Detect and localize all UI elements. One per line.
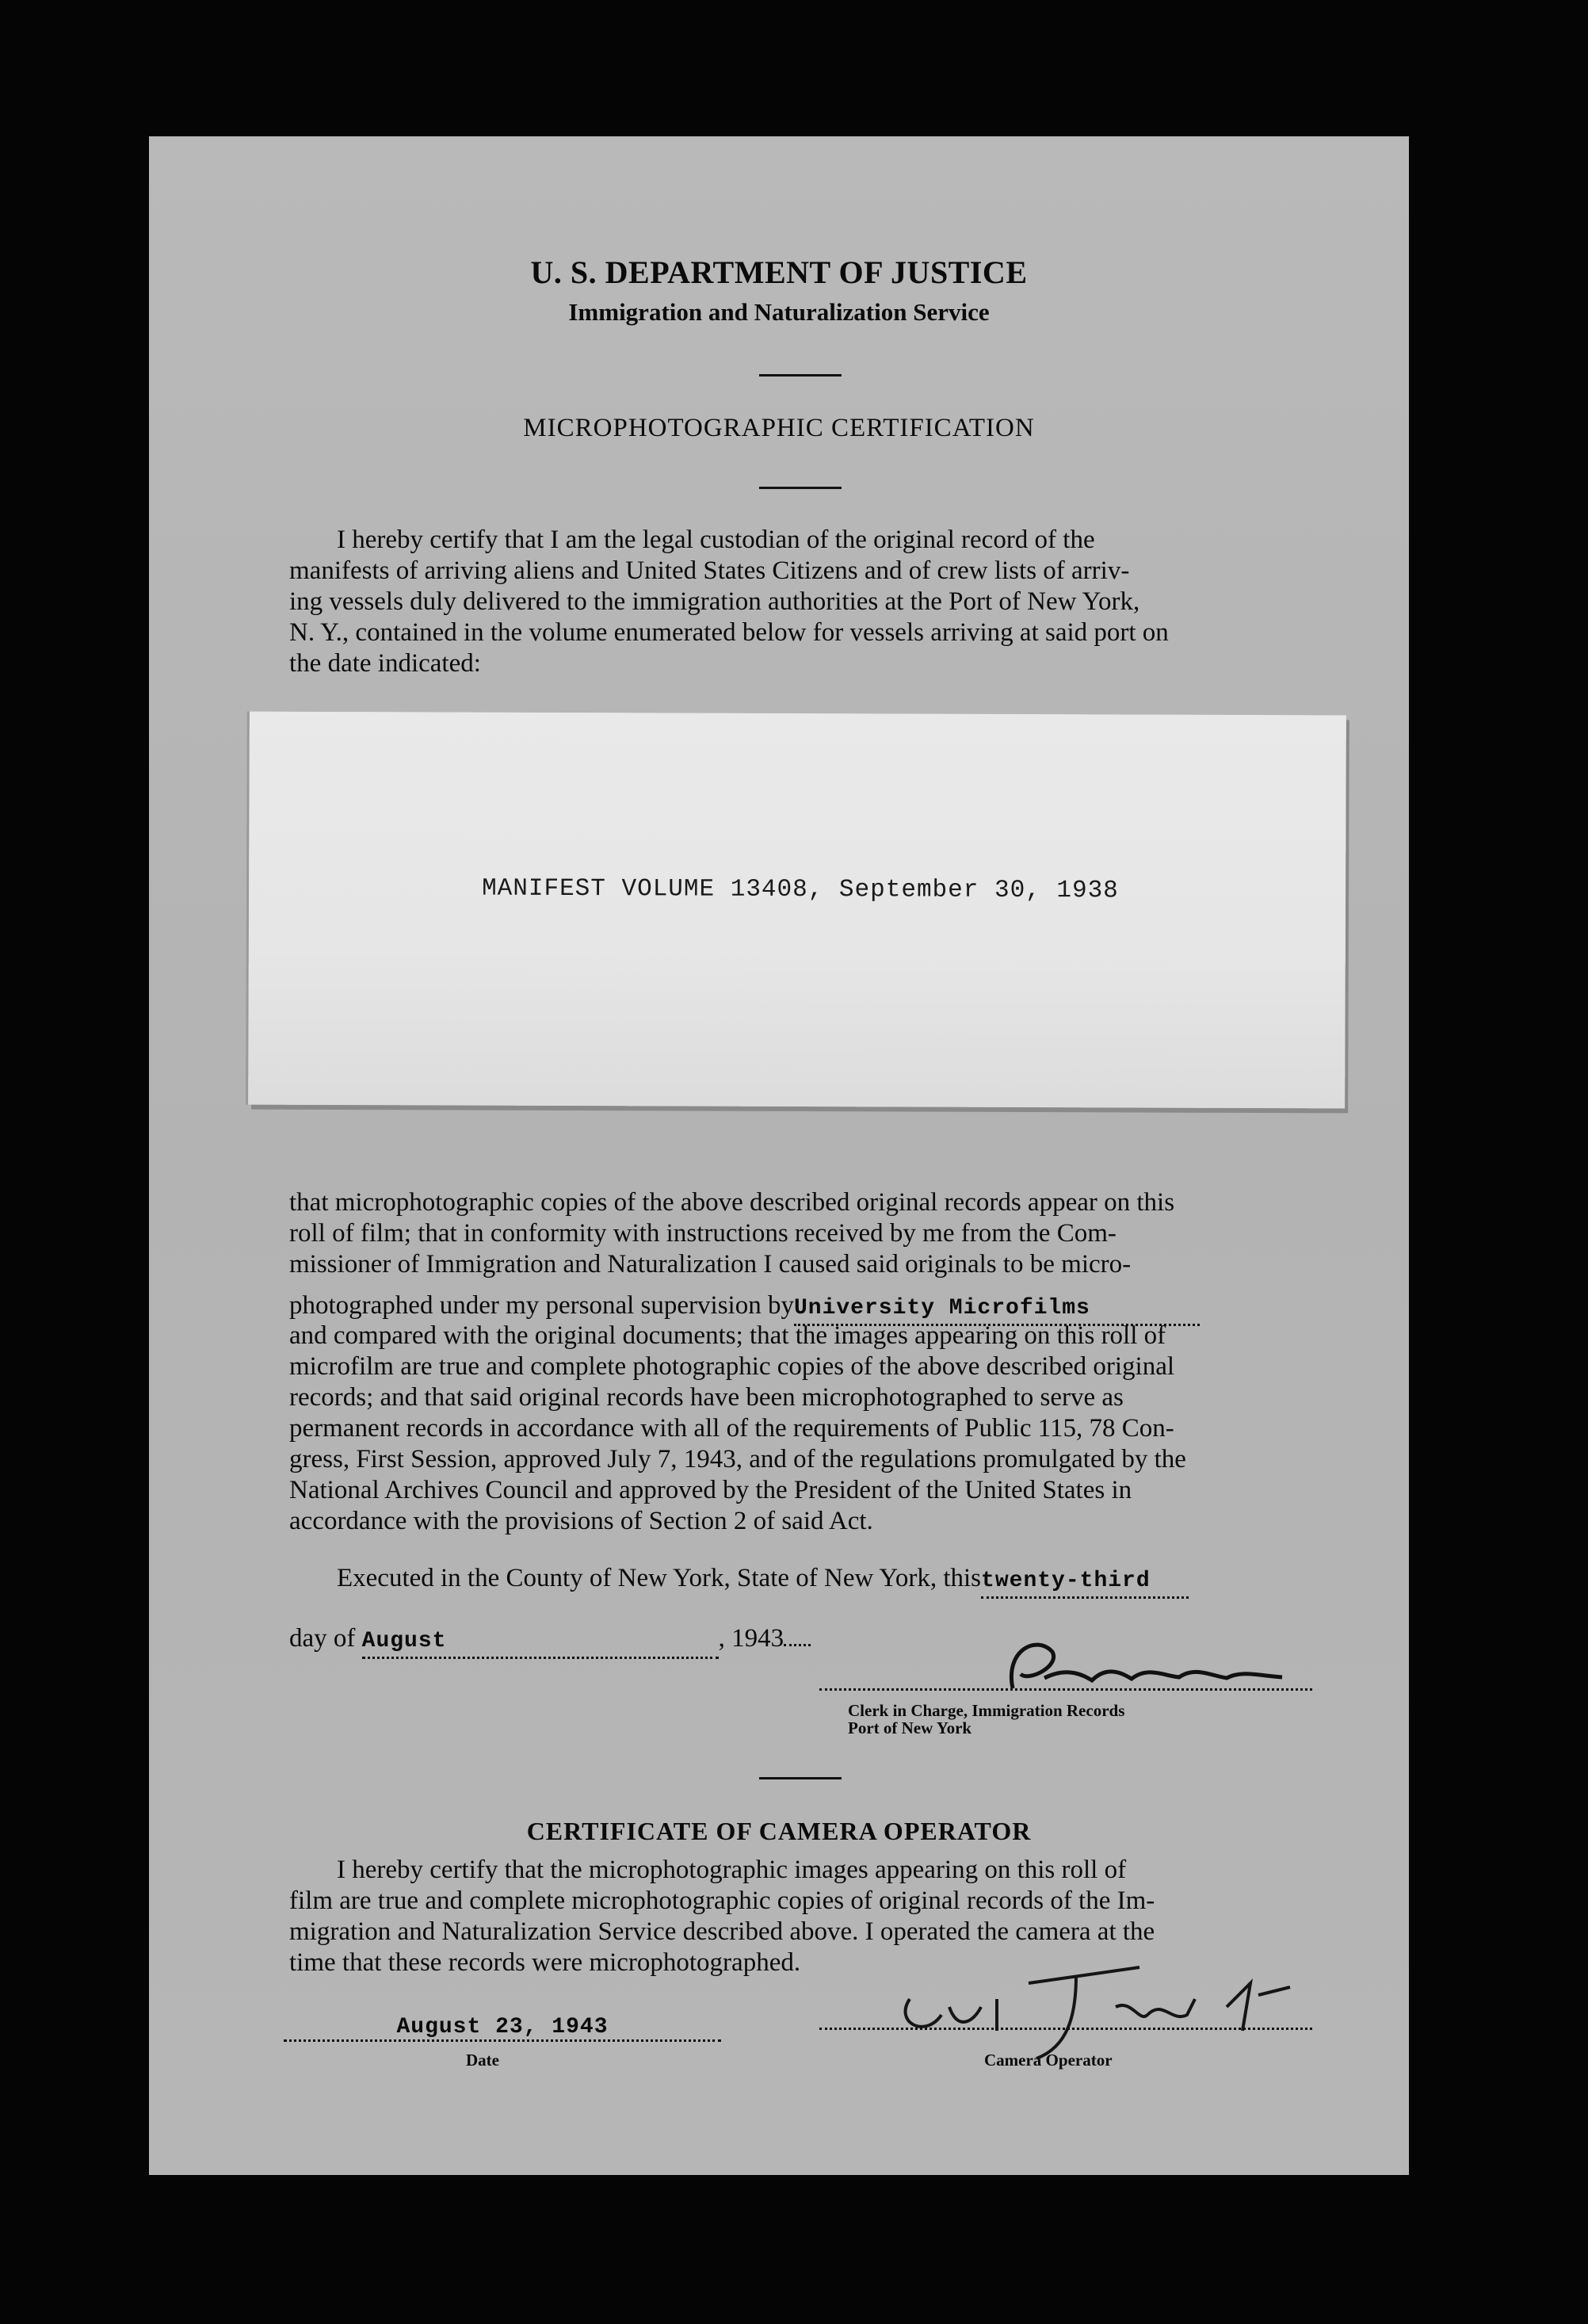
- body-line: roll of film; that in conformity with instructions received by me from the Com-: [289, 1219, 1117, 1248]
- month-value: August: [362, 1626, 719, 1659]
- date-value: August 23, 1943: [396, 2015, 609, 2039]
- intro-line: N. Y., contained in the volume enumerated below for vessels arriving at said port on: [289, 618, 1169, 647]
- department-title: U. S. DEPARTMENT OF JUSTICE: [530, 254, 1028, 290]
- body-paragraph: [289, 1187, 1454, 1280]
- certification-page: [149, 136, 1409, 2175]
- camera-operator-title: CERTIFICATE OF CAMERA OPERATOR: [526, 1817, 1032, 1845]
- manifest-slip: [248, 712, 1346, 1109]
- clerk-title-line: Port of New York: [848, 1718, 972, 1737]
- executed-line: [337, 1563, 1454, 1599]
- body-line: missioner of Immigration and Naturalization I caused said originals to be micro-: [289, 1250, 1132, 1279]
- intro-line: the date indicated:: [289, 649, 481, 678]
- body-line: National Archives Council and approved by the President of the United States in: [289, 1476, 1132, 1504]
- clerk-signature: [886, 1619, 1314, 1714]
- body-paragraph-continued: [289, 1321, 1454, 1537]
- manifest-volume-text: MANIFEST VOLUME 13408, September 30, 1938: [482, 874, 1119, 905]
- camera-operator-signature: [878, 1951, 1322, 2062]
- day-of-label: day of: [289, 1624, 356, 1653]
- operator-line: I hereby certify that the microphotographic images appearing on this roll of: [337, 1856, 1127, 1884]
- date-label: Date: [466, 2051, 499, 2070]
- service-subtitle: Immigration and Naturalization Service: [568, 298, 990, 326]
- body-line: that microphotographic copies of the above described original records appear on this: [289, 1188, 1175, 1217]
- clerk-signature-line: [819, 1688, 1312, 1691]
- year-text: , 1943: [718, 1624, 784, 1653]
- day-of-line: [289, 1623, 923, 1659]
- executed-label: Executed in the County of New York, State of New York, this: [337, 1564, 982, 1592]
- intro-line: ing vessels duly delivered to the immigration authorities at the Port of New York,: [289, 587, 1140, 616]
- section-title: MICROPHOTOGRAPHIC CERTIFICATION: [523, 414, 1035, 442]
- operator-line: time that these records were microphotographed.: [289, 1948, 801, 1977]
- year-dots: [784, 1644, 811, 1646]
- body-line: permanent records in accordance with all of the requirements of Public 115, 78 Con-: [289, 1414, 1174, 1443]
- operator-line: migration and Naturalization Service described above. I operated the camera at the: [289, 1917, 1155, 1946]
- divider-rule: [759, 1777, 842, 1779]
- body-line: microfilm are true and complete photographic copies of the above described original: [289, 1352, 1175, 1381]
- intro-paragraph: [289, 525, 1454, 679]
- intro-line: manifests of arriving aliens and United States Citizens and of crew lists of arriv-: [289, 556, 1130, 585]
- body-line: gress, First Session, approved July 7, 1943, and of the regulations promulgated by the: [289, 1445, 1186, 1474]
- supervision-label: photographed under my personal supervision by: [289, 1291, 794, 1320]
- intro-line: I hereby certify that I am the legal custodian of the original record of the: [337, 526, 1095, 554]
- body-line: records; and that said original records have been microphotographed to serve as: [289, 1383, 1124, 1412]
- divider-rule: [759, 374, 842, 377]
- operator-signature-line: [819, 2028, 1312, 2030]
- clerk-title: [848, 1702, 1124, 1737]
- divider-rule: [759, 487, 842, 489]
- body-line: and compared with the original documents; that the images appearing on this roll of: [289, 1321, 1166, 1350]
- clerk-title-line: Clerk in Charge, Immigration Records: [848, 1701, 1125, 1720]
- date-field: [284, 2015, 721, 2042]
- supervision-value: University Microfilms: [794, 1293, 1200, 1326]
- executed-day: twenty-third: [981, 1565, 1189, 1599]
- operator-line: film are true and complete microphotographic copies of original records of the Im-: [289, 1886, 1155, 1915]
- body-line: accordance with the provisions of Section 2 of said Act.: [289, 1507, 873, 1535]
- camera-operator-label: Camera Operator: [984, 2051, 1113, 2070]
